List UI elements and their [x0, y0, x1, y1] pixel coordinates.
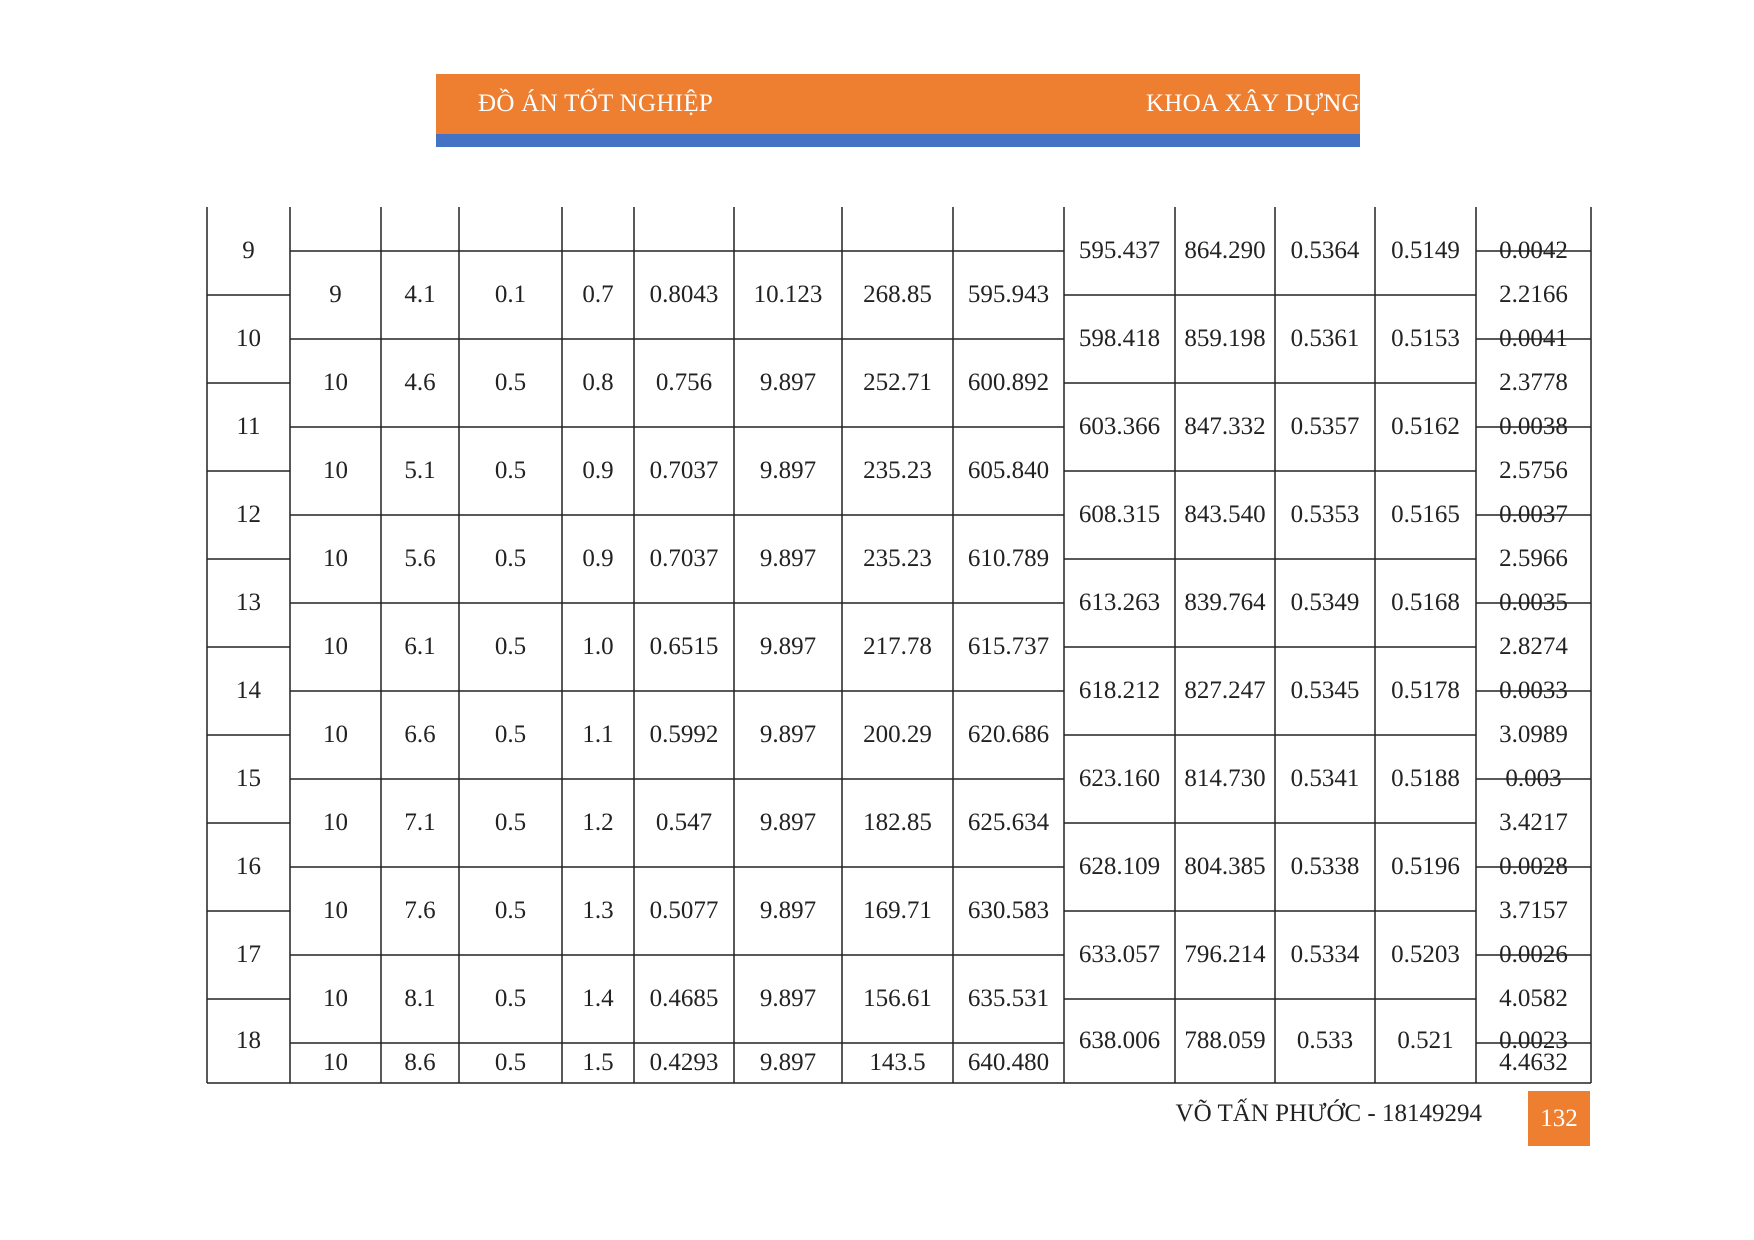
table-cell: 0.9 — [582, 545, 614, 572]
table-cell: 628.109 — [1078, 853, 1161, 880]
table-cell: 0.756 — [655, 369, 713, 396]
table-cell-group: 9 — [242, 237, 255, 264]
table-cell: 613.263 — [1078, 589, 1161, 616]
table-cell: 1.3 — [582, 897, 614, 924]
table-cell: 5.6 — [404, 545, 436, 572]
table-cell: 0.5349 — [1290, 589, 1360, 616]
table-cell: 0.9 — [582, 457, 614, 484]
table-cell: 843.540 — [1184, 501, 1266, 528]
table-cell: 10 — [323, 809, 348, 836]
table-cell: 9.897 — [759, 457, 817, 484]
table-cell: 9.897 — [759, 897, 817, 924]
table-cell: 1.2 — [582, 809, 614, 836]
table-cell: 4.6 — [404, 369, 436, 396]
table-cell: 595.943 — [967, 281, 1050, 308]
table-cell: 7.6 — [404, 897, 436, 924]
table-cell-group: 15 — [236, 765, 261, 792]
table-cell: 0.547 — [655, 809, 713, 836]
table-cell: 804.385 — [1184, 853, 1266, 880]
table-cell: 0.5992 — [649, 721, 719, 748]
table-cell: 0.5 — [494, 985, 527, 1012]
table-cell: 9.897 — [759, 369, 817, 396]
table-cell: 605.840 — [967, 457, 1050, 484]
table-cell: 2.5966 — [1499, 545, 1568, 572]
table-cell: 0.7037 — [649, 457, 719, 484]
table-cell: 0.5153 — [1391, 325, 1460, 352]
table-cell-group: 12 — [236, 501, 261, 528]
table-cell: 0.5 — [494, 897, 527, 924]
table-cell: 4.1 — [404, 281, 436, 308]
table-cell: 9.897 — [759, 1049, 817, 1076]
table-cell-group: 11 — [236, 413, 261, 440]
table-cell: 0.5345 — [1290, 677, 1360, 704]
table-cell: 859.198 — [1184, 325, 1266, 352]
table-cell: 625.634 — [967, 809, 1050, 836]
table-cell: 0.5168 — [1391, 589, 1460, 616]
table-cell: 0.5162 — [1391, 413, 1460, 440]
table-cell: 847.332 — [1184, 413, 1266, 440]
table-cell: 9.897 — [759, 633, 817, 660]
table-cell: 864.290 — [1184, 237, 1266, 264]
table-cell: 0.5 — [494, 633, 527, 660]
table-cell-group: 13 — [236, 589, 261, 616]
table-cell: 3.0989 — [1499, 721, 1568, 748]
table-cell: 796.214 — [1184, 941, 1266, 968]
table-cell: 0.0041 — [1499, 325, 1568, 352]
table-cell: 143.5 — [869, 1049, 926, 1076]
table-cell: 814.730 — [1184, 765, 1266, 792]
table-cell: 2.3778 — [1499, 369, 1568, 396]
header-thesis-title: ĐỒ ÁN TỐT NGHIỆP — [478, 90, 714, 117]
table-cell: 0.1 — [494, 281, 527, 308]
table-cell: 633.057 — [1078, 941, 1161, 968]
table-cell: 2.2166 — [1499, 281, 1568, 308]
table-cell: 630.583 — [967, 897, 1050, 924]
table-cell: 610.789 — [967, 545, 1050, 572]
table-cell: 0.5357 — [1290, 413, 1360, 440]
table-cell: 0.5 — [494, 457, 527, 484]
table-cell-group: 14 — [236, 677, 261, 704]
page-number: 132 — [1528, 1091, 1590, 1146]
table-cell: 0.5353 — [1290, 501, 1360, 528]
table-cell: 1.0 — [582, 633, 614, 660]
table-cell: 0.5 — [494, 721, 527, 748]
table-cell: 788.059 — [1184, 1027, 1266, 1054]
table-cell: 8.1 — [404, 985, 436, 1012]
table-cell: 8.6 — [404, 1049, 436, 1076]
footer-author: VÕ TẤN PHƯỚC - 18149294 — [1175, 1100, 1482, 1127]
table-cell-group: 16 — [236, 853, 261, 880]
table-cell: 6.6 — [404, 721, 436, 748]
table-cell: 1.4 — [582, 985, 614, 1012]
table-cell: 10 — [323, 1049, 348, 1076]
table-cell: 10 — [323, 897, 348, 924]
table-cell: 0.5 — [494, 809, 527, 836]
table-cell: 839.764 — [1184, 589, 1266, 616]
table-cell: 615.737 — [967, 633, 1050, 660]
table-cell: 827.247 — [1184, 677, 1266, 704]
table-cell: 9.897 — [759, 545, 817, 572]
table-cell: 0.0033 — [1499, 677, 1568, 704]
table-cell: 268.85 — [863, 281, 932, 308]
table-cell: 0.5178 — [1391, 677, 1460, 704]
table-cell: 182.85 — [863, 809, 932, 836]
table-cell: 10 — [323, 985, 348, 1012]
table-cell: 235.23 — [863, 457, 932, 484]
table-cell: 0.5364 — [1290, 237, 1360, 264]
table-cell: 600.892 — [967, 369, 1050, 396]
table-cell: 0.5361 — [1290, 325, 1360, 352]
table-cell: 2.5756 — [1499, 457, 1568, 484]
table-cell: 623.160 — [1078, 765, 1161, 792]
table-cell-group: 18 — [236, 1027, 261, 1054]
table-cell: 3.4217 — [1499, 809, 1568, 836]
table-cell: 0.5 — [494, 545, 527, 572]
table-cell: 0.5 — [494, 369, 527, 396]
table-cell: 4.4632 — [1499, 1049, 1568, 1076]
table-cell: 0.7037 — [649, 545, 719, 572]
table-cell: 0.0023 — [1499, 1027, 1568, 1054]
table-cell: 0.533 — [1296, 1027, 1354, 1054]
table-cell: 6.1 — [404, 633, 436, 660]
table-cell: 0.5 — [494, 1049, 527, 1076]
table-cell: 0.5334 — [1290, 941, 1360, 968]
table-cell: 9.897 — [759, 721, 817, 748]
table-cell: 156.61 — [863, 985, 932, 1012]
table-cell: 5.1 — [404, 457, 436, 484]
table-cell: 0.5077 — [649, 897, 719, 924]
table-cell: 603.366 — [1078, 413, 1161, 440]
table-cell: 0.521 — [1397, 1027, 1454, 1054]
table-cell: 0.8 — [582, 369, 614, 396]
table-cell: 0.6515 — [649, 633, 719, 660]
table-cell: 10 — [323, 369, 348, 396]
table-cell: 0.5165 — [1391, 501, 1460, 528]
table-cell: 9 — [329, 281, 342, 308]
header-faculty: KHOA XÂY DỰNG — [1145, 90, 1360, 117]
table-cell: 618.212 — [1078, 677, 1161, 704]
table-cell: 0.0038 — [1499, 413, 1568, 440]
table-cell: 3.7157 — [1499, 897, 1568, 924]
table-cell: 10.123 — [753, 281, 823, 308]
table-cell: 0.003 — [1505, 765, 1562, 792]
table-cell: 7.1 — [404, 809, 436, 836]
table-cell: 9.897 — [759, 985, 817, 1012]
table-cell: 0.5196 — [1391, 853, 1460, 880]
table-cell: 598.418 — [1078, 325, 1161, 352]
table-cell: 169.71 — [863, 897, 932, 924]
table-cell-group: 17 — [236, 941, 261, 968]
table-cell: 0.0026 — [1499, 941, 1568, 968]
table-cell: 595.437 — [1078, 237, 1161, 264]
table-cell: 10 — [323, 633, 348, 660]
table-cell: 235.23 — [863, 545, 932, 572]
table-cell: 1.1 — [582, 721, 614, 748]
table-cell: 0.8043 — [649, 281, 719, 308]
table-cell: 0.7 — [582, 281, 614, 308]
table-cell: 0.0042 — [1499, 237, 1568, 264]
table-cell: 635.531 — [967, 985, 1050, 1012]
table-cell: 0.5203 — [1391, 941, 1460, 968]
table-cell: 252.71 — [863, 369, 932, 396]
table-cell: 0.5149 — [1391, 237, 1460, 264]
table-cell: 10 — [323, 545, 348, 572]
table-cell: 0.4293 — [649, 1049, 719, 1076]
table-cell: 0.0037 — [1499, 501, 1568, 528]
table-cell: 0.5341 — [1290, 765, 1360, 792]
table-cell: 0.0035 — [1499, 589, 1568, 616]
table-cell: 620.686 — [967, 721, 1050, 748]
table-cell: 9.897 — [759, 809, 817, 836]
table-cell: 0.4685 — [649, 985, 719, 1012]
table-cell: 640.480 — [967, 1049, 1050, 1076]
table-cell: 608.315 — [1078, 501, 1161, 528]
table-cell: 0.5338 — [1290, 853, 1360, 880]
table-cell: 1.5 — [582, 1049, 614, 1076]
table-cell: 2.8274 — [1499, 633, 1568, 660]
table-cell: 10 — [323, 457, 348, 484]
table-cell: 0.0028 — [1499, 853, 1568, 880]
table-cell: 200.29 — [863, 721, 932, 748]
table-cell-group: 10 — [236, 325, 261, 352]
table-cell: 0.5188 — [1391, 765, 1460, 792]
table-cell: 638.006 — [1078, 1027, 1161, 1054]
table-cell: 4.0582 — [1499, 985, 1568, 1012]
table-cell: 10 — [323, 721, 348, 748]
table-cell: 217.78 — [863, 633, 932, 660]
